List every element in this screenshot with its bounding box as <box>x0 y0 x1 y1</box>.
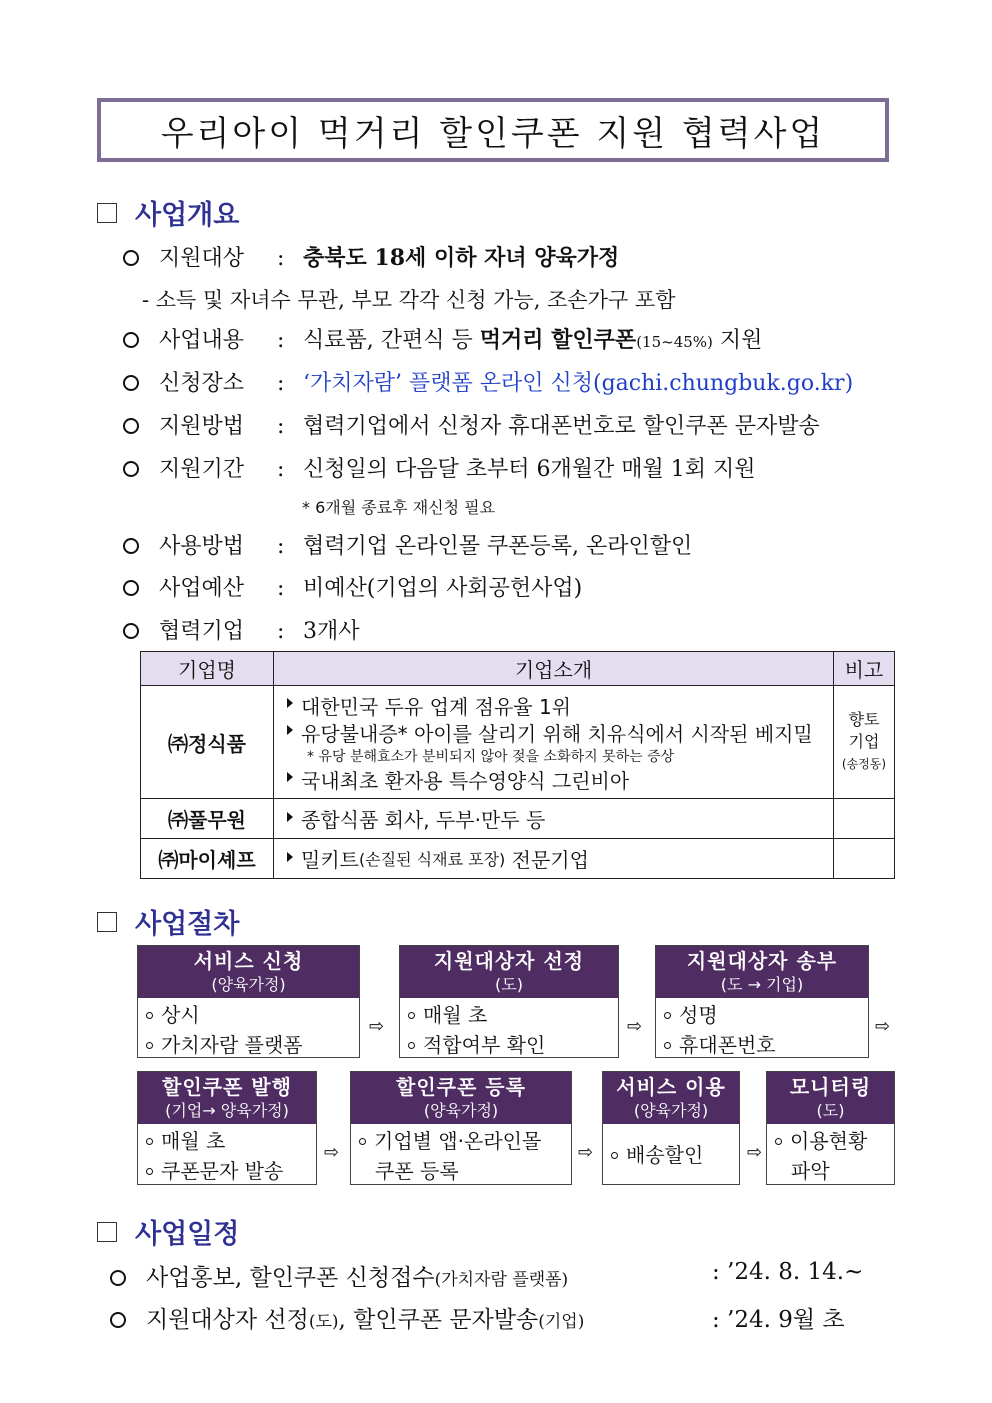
step-monitoring <box>766 1071 895 1185</box>
step-item <box>408 1000 618 1030</box>
period-label: 지원기간 <box>159 457 245 482</box>
checkbox-square-icon <box>97 1222 117 1242</box>
company-note <box>834 686 895 799</box>
step-sub: (양육가정) <box>633 1101 709 1120</box>
step-body <box>138 1124 316 1186</box>
intro-line <box>275 845 832 872</box>
page-title: 우리아이 먹거리 할인쿠폰 지원 협력사업 <box>97 98 889 162</box>
step-item <box>664 1030 868 1060</box>
small-circle-icon <box>664 1042 671 1049</box>
content-label: 사업내용 <box>159 328 245 353</box>
step-body <box>400 998 618 1060</box>
step-service-apply <box>137 945 360 1058</box>
step-register-coupon <box>350 1071 572 1185</box>
right-arrow-icon: ⇨ <box>627 1016 643 1037</box>
step-item <box>146 1000 359 1030</box>
step-head <box>400 946 618 998</box>
step-title: 모니터링 <box>789 1075 872 1099</box>
circle-bullet-icon <box>110 1270 126 1286</box>
usage-value: 협력기업 온라인몰 쿠폰등록, 온라인할인 <box>303 534 693 559</box>
schedule-small: (기업) <box>538 1312 585 1332</box>
step-body <box>603 1124 739 1170</box>
step-sub: (도) <box>816 1101 845 1120</box>
section-overview-label: 사업개요 <box>135 200 240 231</box>
intro-small: (손질된 식재료 포장) <box>358 850 506 869</box>
small-circle-icon <box>611 1152 618 1159</box>
intro-text: 종합식품 회사, 두부·만두 등 <box>301 808 546 832</box>
step-item-text: 파악 <box>791 1159 830 1183</box>
small-circle-icon <box>359 1138 366 1145</box>
step-item-text: 매월 초 <box>161 1129 226 1153</box>
intro-line <box>275 766 832 793</box>
overview-target <box>123 241 619 272</box>
company-name: ㈜마이셰프 <box>141 839 274 879</box>
step-item-text: 상시 <box>161 1003 200 1027</box>
overview-usage <box>123 529 692 560</box>
intro-text: 국내최초 환자용 특수영양식 그린비아 <box>301 768 630 793</box>
right-arrow-icon: ⇨ <box>369 1016 385 1037</box>
table-row <box>141 799 895 839</box>
step-head <box>351 1072 571 1124</box>
colon: : <box>277 534 285 559</box>
table-header-row <box>141 652 895 686</box>
header-note: 비고 <box>834 652 895 686</box>
small-circle-icon <box>146 1168 153 1175</box>
partners-label: 협력기업 <box>159 619 245 644</box>
colon: : <box>277 619 285 644</box>
circle-bullet-icon <box>123 418 139 434</box>
step-issue-coupon <box>137 1071 317 1185</box>
step-item-text: 성명 <box>679 1003 718 1027</box>
target-value: 충북도 18세 이하 자녀 양육가정 <box>303 245 620 271</box>
company-intro <box>274 799 834 839</box>
step-item <box>146 1030 359 1060</box>
overview-partners <box>123 614 360 645</box>
schedule-date: : ’24. 9월 초 <box>712 1307 845 1333</box>
right-arrow-icon: ⇨ <box>875 1016 891 1037</box>
period-note: * 6개월 종료후 재신청 필요 <box>302 498 496 517</box>
intro-line <box>275 719 832 746</box>
intro-text: 전문기업 <box>505 848 589 872</box>
step-select-target <box>399 945 619 1058</box>
step-head <box>603 1072 739 1124</box>
right-arrow-icon: ⇨ <box>324 1142 340 1163</box>
company-name: ㈜정식품 <box>141 686 274 799</box>
intro-footnote: * 유당 분해효소가 분비되지 않아 젖을 소화하지 못하는 증상 <box>307 748 675 765</box>
company-name: ㈜풀무원 <box>141 799 274 839</box>
step-item-text: 쿠폰문자 발송 <box>161 1159 284 1183</box>
budget-value: 비예산(기업의 사회공헌사업) <box>303 576 583 601</box>
small-circle-icon <box>146 1042 153 1049</box>
step-title: 서비스 신청 <box>193 949 304 973</box>
small-circle-icon <box>408 1012 415 1019</box>
circle-bullet-icon <box>123 580 139 596</box>
small-circle-icon <box>775 1138 782 1145</box>
method-value: 협력기업에서 신청자 휴대폰번호로 할인쿠폰 문자발송 <box>303 414 820 439</box>
company-intro <box>274 839 834 879</box>
schedule-item <box>110 1301 584 1334</box>
step-body <box>656 998 868 1060</box>
step-head <box>138 946 359 998</box>
triangle-bullet-icon <box>287 852 293 862</box>
note-line: 향토 <box>848 710 880 729</box>
company-note <box>834 799 895 839</box>
circle-bullet-icon <box>123 250 139 266</box>
target-sub: - 소득 및 자녀수 무관, 부모 각각 신청 가능, 조손가구 포함 <box>142 288 676 312</box>
intro-text: 유당불내증* 아이를 살리기 위해 치유식에서 시작된 베지밀 <box>301 721 813 746</box>
step-item <box>775 1126 894 1156</box>
section-procedure-label: 사업절차 <box>135 909 240 940</box>
step-item-text: 배송할인 <box>626 1143 704 1167</box>
section-schedule-heading <box>97 1212 239 1251</box>
colon: : <box>277 328 285 353</box>
colon: : <box>277 576 285 601</box>
colon: : <box>277 371 285 396</box>
schedule-small: (가치자람 플랫폼) <box>434 1270 569 1290</box>
triangle-bullet-icon <box>287 812 293 822</box>
place-url[interactable]: (gachi.chungbuk.go.kr) <box>593 371 854 396</box>
step-head <box>656 946 868 998</box>
triangle-bullet-icon <box>287 698 293 708</box>
step-item <box>359 1156 571 1186</box>
content-post: 지원 <box>712 328 763 353</box>
usage-label: 사용방법 <box>159 534 245 559</box>
circle-bullet-icon <box>123 375 139 391</box>
period-value: 신청일의 다음달 초부터 6개월간 매월 1회 지원 <box>303 457 756 482</box>
circle-bullet-icon <box>123 538 139 554</box>
colon: : <box>277 414 285 439</box>
step-title: 서비스 이용 <box>616 1075 726 1099</box>
place-label: 신청장소 <box>159 371 245 396</box>
step-item <box>611 1140 739 1170</box>
schedule-main: 지원대상자 선정 <box>146 1307 309 1333</box>
step-head <box>767 1072 894 1124</box>
header-name: 기업명 <box>141 652 274 686</box>
target-label: 지원대상 <box>159 246 245 271</box>
note-small: (송정동) <box>841 757 887 771</box>
method-label: 지원방법 <box>159 414 245 439</box>
circle-bullet-icon <box>123 461 139 477</box>
step-item-text: 휴대폰번호 <box>679 1033 776 1057</box>
checkbox-square-icon <box>97 203 117 223</box>
intro-line <box>275 805 832 832</box>
step-item-text: 기업별 앱·온라인몰 <box>374 1129 542 1153</box>
section-schedule-label: 사업일정 <box>135 1219 240 1250</box>
overview-method <box>123 409 820 440</box>
schedule-date: : ’24. 8. 14.~ <box>712 1259 864 1285</box>
step-item-text: 매월 초 <box>423 1003 488 1027</box>
step-item <box>359 1126 571 1156</box>
step-item <box>775 1156 894 1186</box>
company-intro <box>274 686 834 799</box>
intro-text: 대한민국 두유 업계 점유율 1위 <box>301 694 571 719</box>
step-item-text: 이용현황 <box>790 1129 868 1153</box>
right-arrow-icon: ⇨ <box>747 1142 763 1163</box>
colon: : <box>277 246 285 271</box>
section-procedure-heading <box>97 902 239 941</box>
colon: : <box>277 457 285 482</box>
small-circle-icon <box>408 1042 415 1049</box>
table-row <box>141 686 895 799</box>
small-circle-icon <box>146 1138 153 1145</box>
circle-bullet-icon <box>110 1312 126 1328</box>
step-item-text: 쿠폰 등록 <box>375 1159 459 1183</box>
step-item <box>408 1030 618 1060</box>
overview-place <box>123 366 853 397</box>
company-note <box>834 839 895 879</box>
step-title: 지원대상자 송부 <box>686 949 838 973</box>
table-row <box>141 839 895 879</box>
step-sub: (양육가정) <box>423 1101 499 1120</box>
small-circle-icon <box>664 1012 671 1019</box>
circle-bullet-icon <box>123 332 139 348</box>
triangle-bullet-icon <box>287 772 293 782</box>
header-intro: 기업소개 <box>274 652 834 686</box>
content-pre: 식료품, 간편식 등 <box>303 328 480 353</box>
partners-value: 3개사 <box>303 619 360 644</box>
step-head <box>138 1072 316 1124</box>
step-body <box>351 1124 571 1186</box>
step-use-service <box>602 1071 740 1185</box>
step-send-target <box>655 945 869 1058</box>
schedule-main: , 할인쿠폰 문자발송 <box>338 1307 539 1333</box>
circle-bullet-icon <box>123 623 139 639</box>
step-sub: (도 → 기업) <box>720 975 804 994</box>
step-sub: (양육가정) <box>211 975 286 994</box>
section-overview-heading <box>97 193 239 232</box>
triangle-bullet-icon <box>287 725 293 735</box>
content-bold: 먹거리 할인쿠폰 <box>479 327 637 353</box>
checkbox-square-icon <box>97 912 117 932</box>
step-title: 할인쿠폰 발행 <box>162 1075 292 1099</box>
content-small: (15~45%) <box>636 333 713 351</box>
step-body <box>138 998 359 1060</box>
step-item <box>146 1156 316 1186</box>
schedule-small: (도) <box>308 1312 339 1332</box>
place-value: ‘가치자람’ 플랫폼 온라인 신청 <box>303 371 593 396</box>
step-body <box>767 1124 894 1186</box>
right-arrow-icon: ⇨ <box>578 1142 594 1163</box>
note-line: 기업 <box>848 732 880 751</box>
budget-label: 사업예산 <box>159 576 245 601</box>
step-sub: (기업→ 양육가정) <box>165 1101 289 1120</box>
step-sub: (도) <box>495 975 523 994</box>
overview-content <box>123 323 762 354</box>
intro-line <box>275 692 832 719</box>
overview-period <box>123 452 756 483</box>
step-item <box>146 1126 316 1156</box>
schedule-item <box>110 1259 568 1292</box>
step-item-text: 가치자람 플랫폼 <box>161 1033 303 1057</box>
step-item-text: 적합여부 확인 <box>423 1033 546 1057</box>
schedule-main: 사업홍보, 할인쿠폰 신청접수 <box>146 1265 435 1291</box>
overview-budget <box>123 571 582 602</box>
small-circle-icon <box>146 1012 153 1019</box>
step-title: 할인쿠폰 등록 <box>396 1075 526 1099</box>
step-title: 지원대상자 선정 <box>433 949 585 973</box>
intro-text: 밀키트 <box>301 848 359 872</box>
step-item <box>664 1000 868 1030</box>
partner-table <box>140 651 895 879</box>
